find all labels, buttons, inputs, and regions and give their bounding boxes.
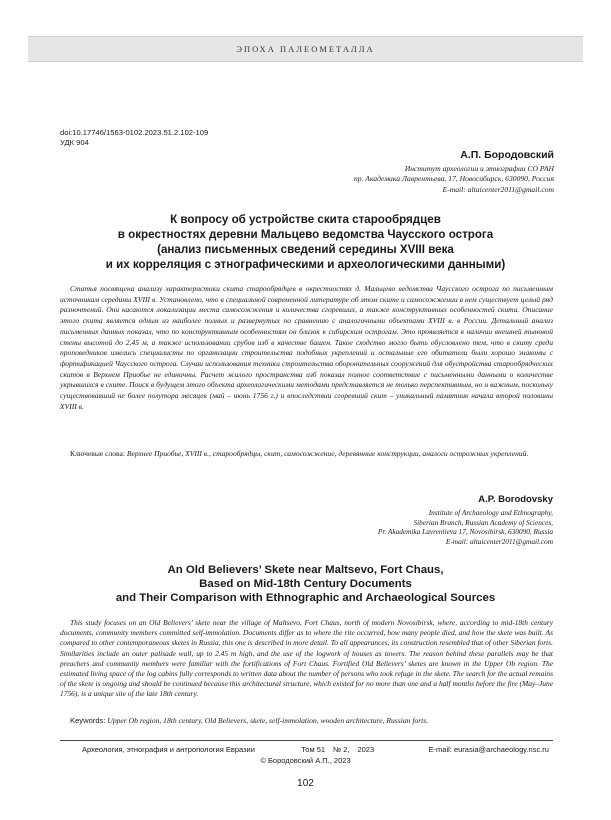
en-title-line: Based on Mid-18th Century Documents	[199, 577, 412, 590]
ru-article-title	[40, 212, 571, 272]
ru-keywords-text: Верхнее Приобье, XVIII в., старообрядцы, скит, самосожжение, деревянные конструкции, аналоги острожных укреплений.	[126, 449, 529, 458]
section-title: ЭПОХА ПАЛЕОМЕТАЛЛА	[236, 44, 375, 54]
en-affiliation-line: Pr. Akademika Lavrentieva 17, Novosibirsk, 630090, Russia	[377, 527, 553, 537]
en-keywords	[60, 716, 553, 726]
en-keywords-text: Upper Ob region, 18th century, Old Believers, skete, self-immolation, wooden architecture, Russian forts.	[107, 716, 429, 725]
issue: № 2,	[333, 745, 350, 754]
ru-title-line: (анализ письменных сведений середины XVIII века	[157, 243, 454, 256]
footer-journal-line	[60, 745, 553, 754]
en-affiliation-line: Institute of Archaeology and Ethnography,	[428, 508, 553, 517]
journal-name: Археология, этнография и антропология Евразии	[82, 745, 255, 754]
section-header	[28, 36, 583, 62]
en-title-line: and Their Comparison with Ethnographic and Archaeological Sources	[115, 591, 496, 604]
en-abstract: This study focuses on an Old Believers’ skete near the village of Maltsevo, Fort Chaus, north of modern Novosibirsk, where, according to mid-18th century documents, community members committed self-immolation. Documents differ as to where the rite occurred, how many people died, and how the skete was built. As compared to other contemporaneous sketes in Russia, this one is described in more detail. To all appearances, its construction resembled that of other Siberian forts. Similarities include an outer palisade wall, up to 2.45 m high, and the use of the logwork of houses as towers. The reason behind these parallels may be that preachers and community members were familiar with the fortifications of Fort Chaus. Fortified Old Believers’ sketes are known in the Upper Ob region. The estimated living space of the log cabins fully corresponds to written data about the number of persons who took refuge in the skete. The search for the actual remains of the skete is ongoing and should be continued because this architectural structure, which existed for no more than one and a half months before the fire (May–June 1756), is a unique site of the late 18th century.	[60, 618, 553, 699]
ru-author-name: А.П. Бородовский	[460, 149, 554, 161]
en-affiliation-line: Siberian Branch, Russian Academy of Sciences,	[413, 517, 553, 527]
ru-title-line: в окрестностях деревни Мальцево ведомства Чаусского острога	[117, 228, 494, 241]
doi: doi:10.17746/1563-0102.2023.51.2.102-109	[60, 128, 209, 137]
en-author-name: A.P. Borodovsky	[478, 494, 553, 505]
article-identifiers	[60, 128, 208, 148]
year: 2023	[357, 745, 375, 754]
en-keywords-label: Keywords:	[70, 716, 106, 725]
copyright: © Бородовский А.П., 2023	[260, 756, 351, 765]
journal-email: E-mail: eurasia@archaeology.nsc.ru	[428, 745, 549, 754]
volume: Том 51	[301, 745, 326, 754]
en-author-block	[378, 494, 553, 546]
en-title-line: An Old Believers’ Skete near Maltsevo, Fort Chaus,	[167, 564, 444, 576]
ru-keywords	[60, 449, 553, 460]
ru-email: E-mail: altaicenter2011@gmail.com	[442, 184, 554, 194]
ru-title-line: К вопросу об устройстве скита старообрядцев	[170, 213, 441, 226]
footer-divider	[60, 740, 553, 741]
ru-title-line: и их корреляция с этнографическими и археологическими данными)	[105, 258, 506, 271]
udk: УДК 904	[60, 138, 89, 147]
ru-abstract: Статья посвящена анализу характеристики скита старообрядцев в окрестностях д. Мальцево ведомства Чаусского острога по письменным источникам середины XVIII в. Установлено, что в специальной современной литературе об этом ските и самосожжении в нем существует целый ряд разночтений. Они касаются локализации места самосожжения и количества сгоревших, а также конструктивных особенностей скита. Описание этого скита является одним из наиболее полных и развернутых по сравнению с аналогичными объектами XVIII в. в России. Детальный анализ письменных данных показал, что по конструктивным особенностям он близок к сибирским острогам. Это проявляется в наличии внешней тыновой стены высотой до 2,45 м, а также использовании срубов изб в качестве башен. Такое сходство могло быть обусловлено тем, что в скиту среди проповедников имелись специалисты по организации строительства подобных укреплений и остальные его обитатели были хорошо знакомы с фортификацией Чаусского острога. Случаи использования техники строительства оборонительных сооружений для обустройства старообрядческих скитов в Верхнем Приобье не единичны. Расчет жилого пространства изб показал полное соответствие с письменными данными о количестве укрывшихся в ските. Поиск в будущем этого объекта археологическими методами представляется не только перспективным, но и важным, поскольку существовавший не более полутора месяцев (май – июнь 1756 г.) и впоследствии сгоревший скит – уникальный памятник начала второй половины XVIII в.	[60, 284, 553, 411]
ru-author-block	[354, 149, 554, 195]
en-email: E-mail: altaicenter2011@gmail.com	[445, 536, 553, 546]
ru-affiliation-line: пр. Академика Лаврентьева, 17, Новосибирск, 630090, Россия	[353, 174, 554, 184]
ru-affiliation-line: Институт археологии и этнографии СО РАН	[404, 164, 554, 173]
page-number: 102	[297, 778, 314, 789]
en-article-title	[40, 564, 571, 605]
ru-keywords-label: Ключевые слова:	[70, 449, 125, 458]
journal-issue	[301, 745, 382, 754]
